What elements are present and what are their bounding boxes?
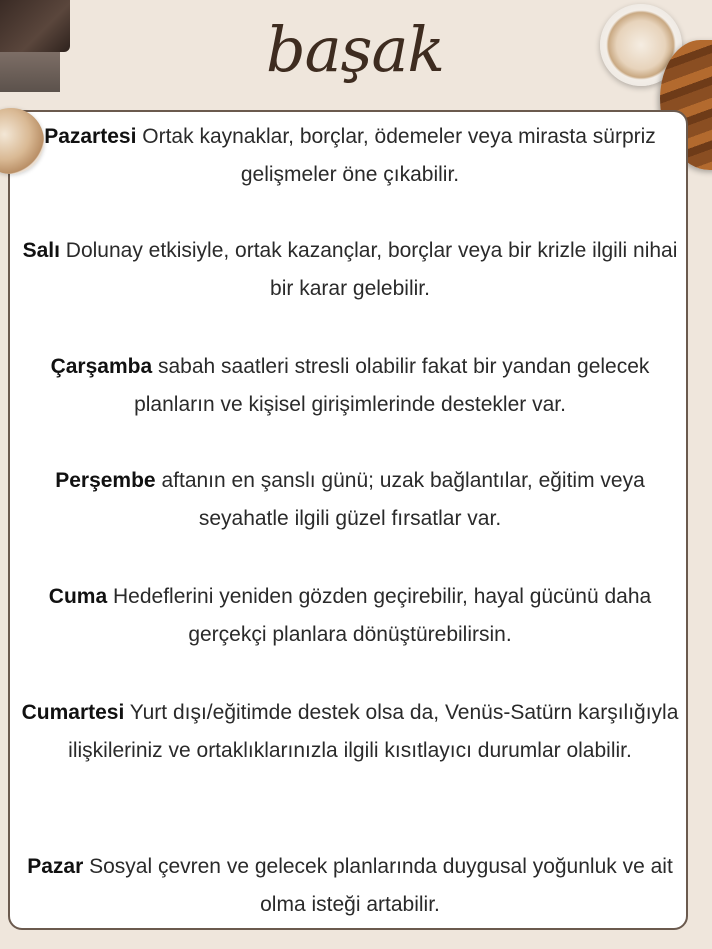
day-label: Pazartesi <box>44 125 137 148</box>
day-label: Cumartesi <box>21 701 125 724</box>
entry-tuesday <box>20 232 680 308</box>
day-label: Çarşamba <box>50 355 153 378</box>
entry-monday <box>20 118 680 194</box>
entry-text: Hedeflerini yeniden gözden geçirebilir, hayal gücünü daha gerçekçi planlara dönüştürebilirsin. <box>112 585 652 646</box>
entry-text: Ortak kaynaklar, borçlar, ödemeler veya mirasta sürpriz gelişmeler öne çıkabilir. <box>142 125 656 186</box>
entry-saturday <box>20 694 680 770</box>
entry-text: Yurt dışı/eğitimde destek olsa da, Venüs-Satürn karşılığıyla ilişkileriniz ve ortaklıklarınızla ilgili kısıtlayıcı durumlar olabilir. <box>68 701 679 762</box>
entry-friday <box>20 578 680 654</box>
entry-text: sabah saatleri stresli olabilir fakat bir yandan gelecek planların ve kişisel girişimlerinde destekler var. <box>134 355 650 416</box>
day-label: Pazar <box>27 855 84 878</box>
horoscope-card <box>8 110 688 930</box>
day-label: Salı <box>22 239 60 262</box>
entry-text: aftanın en şanslı günü; uzak bağlantılar, eğitim veya seyahatle ilgili güzel fırsatlar var. <box>161 469 645 530</box>
page-title: başak <box>265 13 444 86</box>
entry-text: Dolunay etkisiyle, ortak kazançlar, borçlar veya bir krizle ilgili nihai bir karar gelebilir. <box>65 239 678 300</box>
day-label: Perşembe <box>55 469 156 492</box>
laptop-keyboard-image <box>0 52 60 92</box>
laptop-image <box>0 0 70 52</box>
entry-text: Sosyal çevren ve gelecek planlarında duygusal yoğunluk ve ait olma isteği artabilir. <box>89 855 673 916</box>
day-label: Cuma <box>48 585 108 608</box>
entry-wednesday <box>20 348 680 424</box>
entry-sunday <box>20 848 680 924</box>
entry-thursday <box>20 462 680 538</box>
